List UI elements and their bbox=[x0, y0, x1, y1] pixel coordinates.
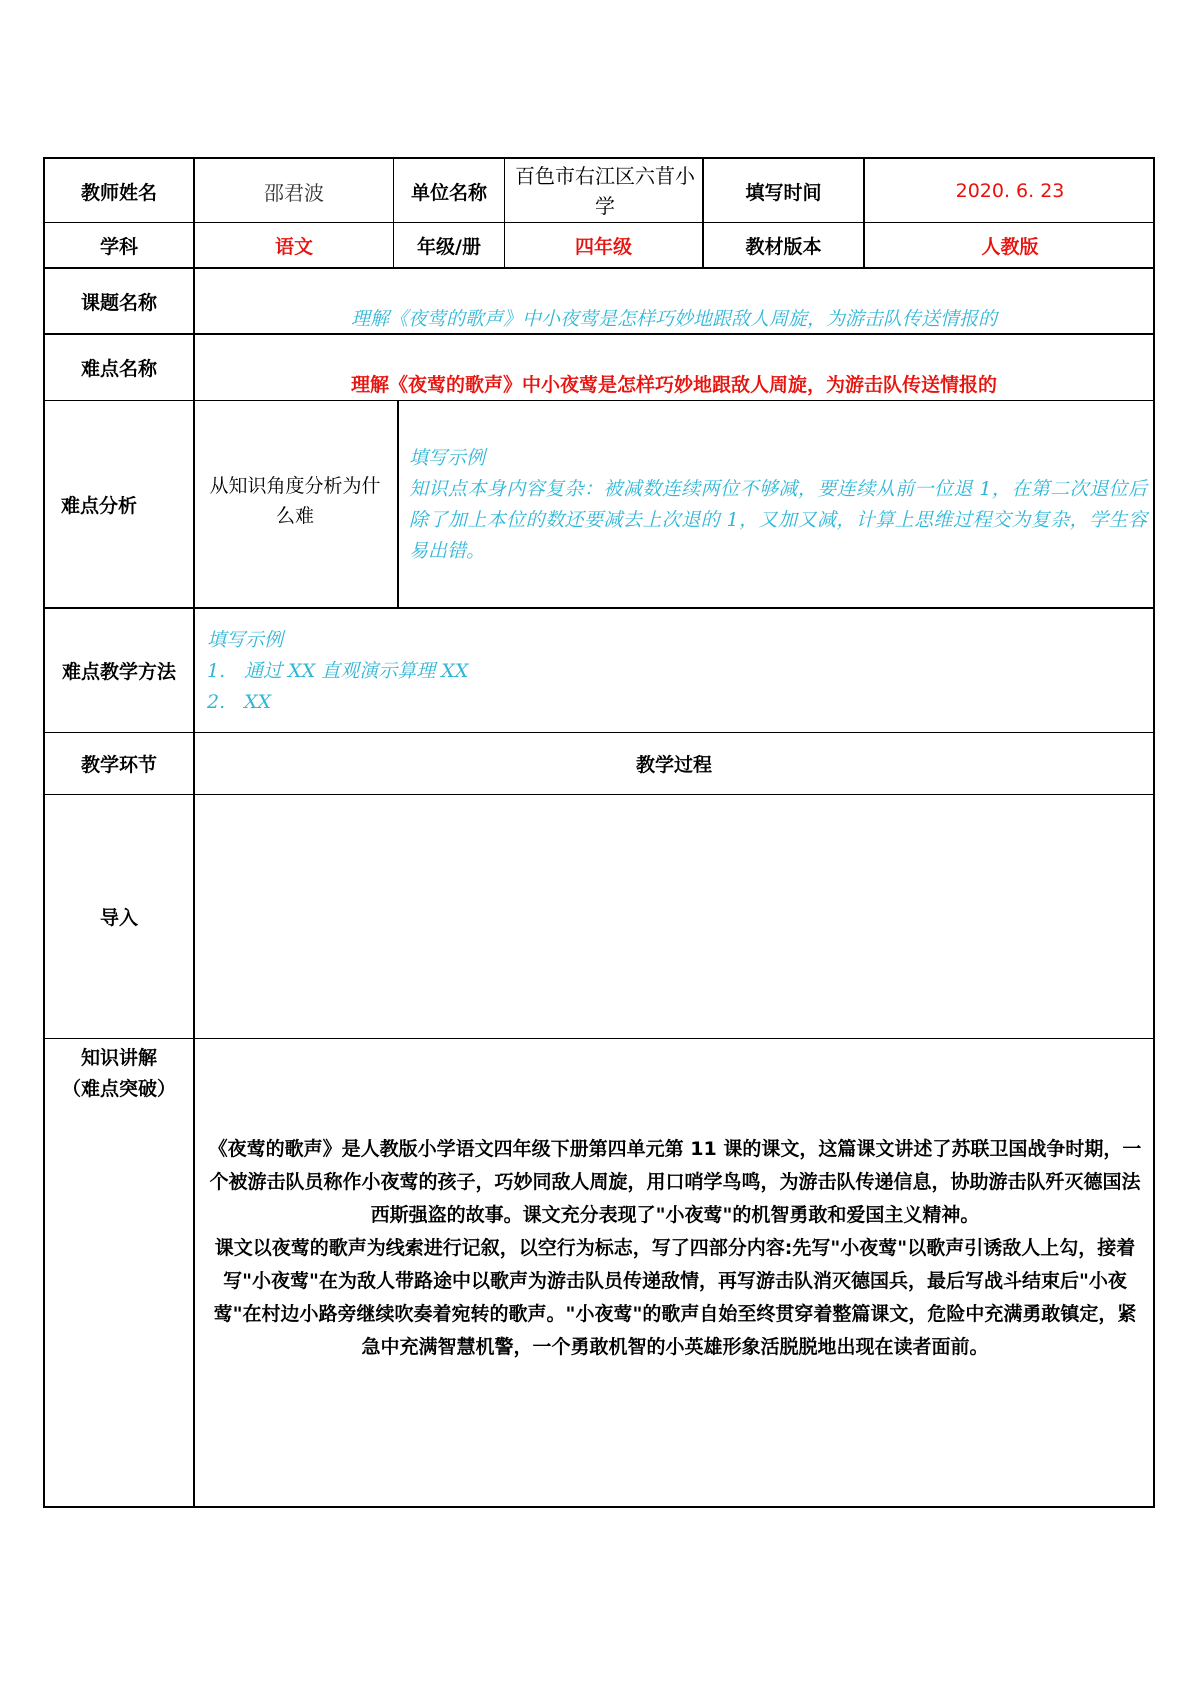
knowledge-paragraph: 课文以夜莺的歌声为线索进行记叙，以空行为标志，写了四部分内容:先写"小夜莺"以歌声引诱敌人上勾，接着写"小夜莺"在为敌人带路途中以歌声为游击队员传递敌情，再写游击队消灭德国兵，最后写战斗结束后"小夜莺"在村边小路旁继续吹奏着宛转的歌声。"小夜莺"的歌声自始至终贯穿着整篇课文，危险中充满勇敢镇定，紧急中充满智慧机警，一个勇敢机智的小英雄形象活脱脱地出现在读者面前。 bbox=[213, 1237, 1137, 1358]
knowledge-content bbox=[207, 1133, 1143, 1364]
analysis-example-title: 填写示例 bbox=[409, 447, 486, 469]
subject-label: 学科 bbox=[99, 235, 138, 258]
unit-name-value: 百色市右江区六苜小学 bbox=[515, 164, 695, 218]
method-row bbox=[43, 609, 1155, 733]
difficulty-label: 难点名称 bbox=[80, 357, 157, 380]
topic-label: 课题名称 bbox=[80, 291, 157, 314]
stage-label: 教学环节 bbox=[80, 754, 157, 776]
topic-row bbox=[43, 269, 1155, 335]
grade-label: 年级/册 bbox=[417, 235, 481, 258]
fill-date-value: 2020. 6. 23 bbox=[955, 180, 1065, 202]
difficulty-value: 理解《夜莺的歌声》中小夜莺是怎样巧妙地跟敌人周旋，为游击队传送情报的 bbox=[350, 373, 997, 396]
analysis-example bbox=[409, 443, 1147, 567]
knowledge-label bbox=[45, 1043, 193, 1105]
process-label: 教学过程 bbox=[635, 754, 712, 776]
lesson-plan-table bbox=[43, 157, 1155, 1508]
unit-name-label: 单位名称 bbox=[410, 181, 487, 204]
analysis-row bbox=[43, 401, 1155, 609]
topic-value: 理解《夜莺的歌声》中小夜莺是怎样巧妙地跟敌人周旋，为游击队传送情报的 bbox=[350, 307, 997, 330]
method-example bbox=[207, 625, 1137, 718]
intro-label: 导入 bbox=[99, 907, 138, 929]
edition-value: 人教版 bbox=[981, 235, 1039, 258]
fill-date-label: 填写时间 bbox=[745, 181, 822, 204]
teacher-name-value: 邵君波 bbox=[264, 180, 324, 205]
method-label: 难点教学方法 bbox=[61, 660, 176, 683]
teacher-name-label: 教师姓名 bbox=[80, 181, 157, 204]
analysis-example-text: 知识点本身内容复杂：被减数连续两位不够减，要连续从前一位退 1，在第二次退位后除了加上本位的数还要减去上次退的 1，又加又减，计算上思维过程交为复杂，学生容易出错。 bbox=[409, 478, 1147, 562]
subject-value: 语文 bbox=[274, 235, 313, 258]
grade-value: 四年级 bbox=[574, 235, 632, 258]
knowledge-label-line2: （难点突破） bbox=[61, 1078, 176, 1100]
difficulty-row bbox=[43, 335, 1155, 401]
knowledge-paragraph: 《夜莺的歌声》是人教版小学语文四年级下册第四单元第 11 课的课文，这篇课文讲述了苏联卫国战争时期，一个被游击队员称作小夜莺的孩子，巧妙同敌人周旋，用口哨学鸟鸣，为游击队传递信息，协助游击队歼灭德国法西斯强盗的故事。课文充分表现了"小夜莺"的机智勇敢和爱国主义精神。 bbox=[208, 1138, 1142, 1226]
method-example-title: 填写示例 bbox=[207, 629, 284, 651]
knowledge-label-line1: 知识讲解 bbox=[80, 1047, 157, 1069]
edition-label: 教材版本 bbox=[745, 235, 822, 258]
knowledge-row bbox=[43, 1039, 1155, 1508]
header-row bbox=[43, 157, 1155, 223]
subject-row bbox=[43, 223, 1155, 269]
intro-content bbox=[195, 795, 1153, 1038]
method-item: 1. 通过 XX 直观演示算理 XX bbox=[207, 660, 469, 682]
intro-row bbox=[43, 795, 1155, 1039]
analysis-label: 难点分析 bbox=[60, 494, 137, 517]
process-header-row bbox=[43, 733, 1155, 795]
method-item: 2. XX bbox=[207, 691, 272, 713]
analysis-sub-label: 从知识角度分析为什么难 bbox=[209, 475, 381, 527]
